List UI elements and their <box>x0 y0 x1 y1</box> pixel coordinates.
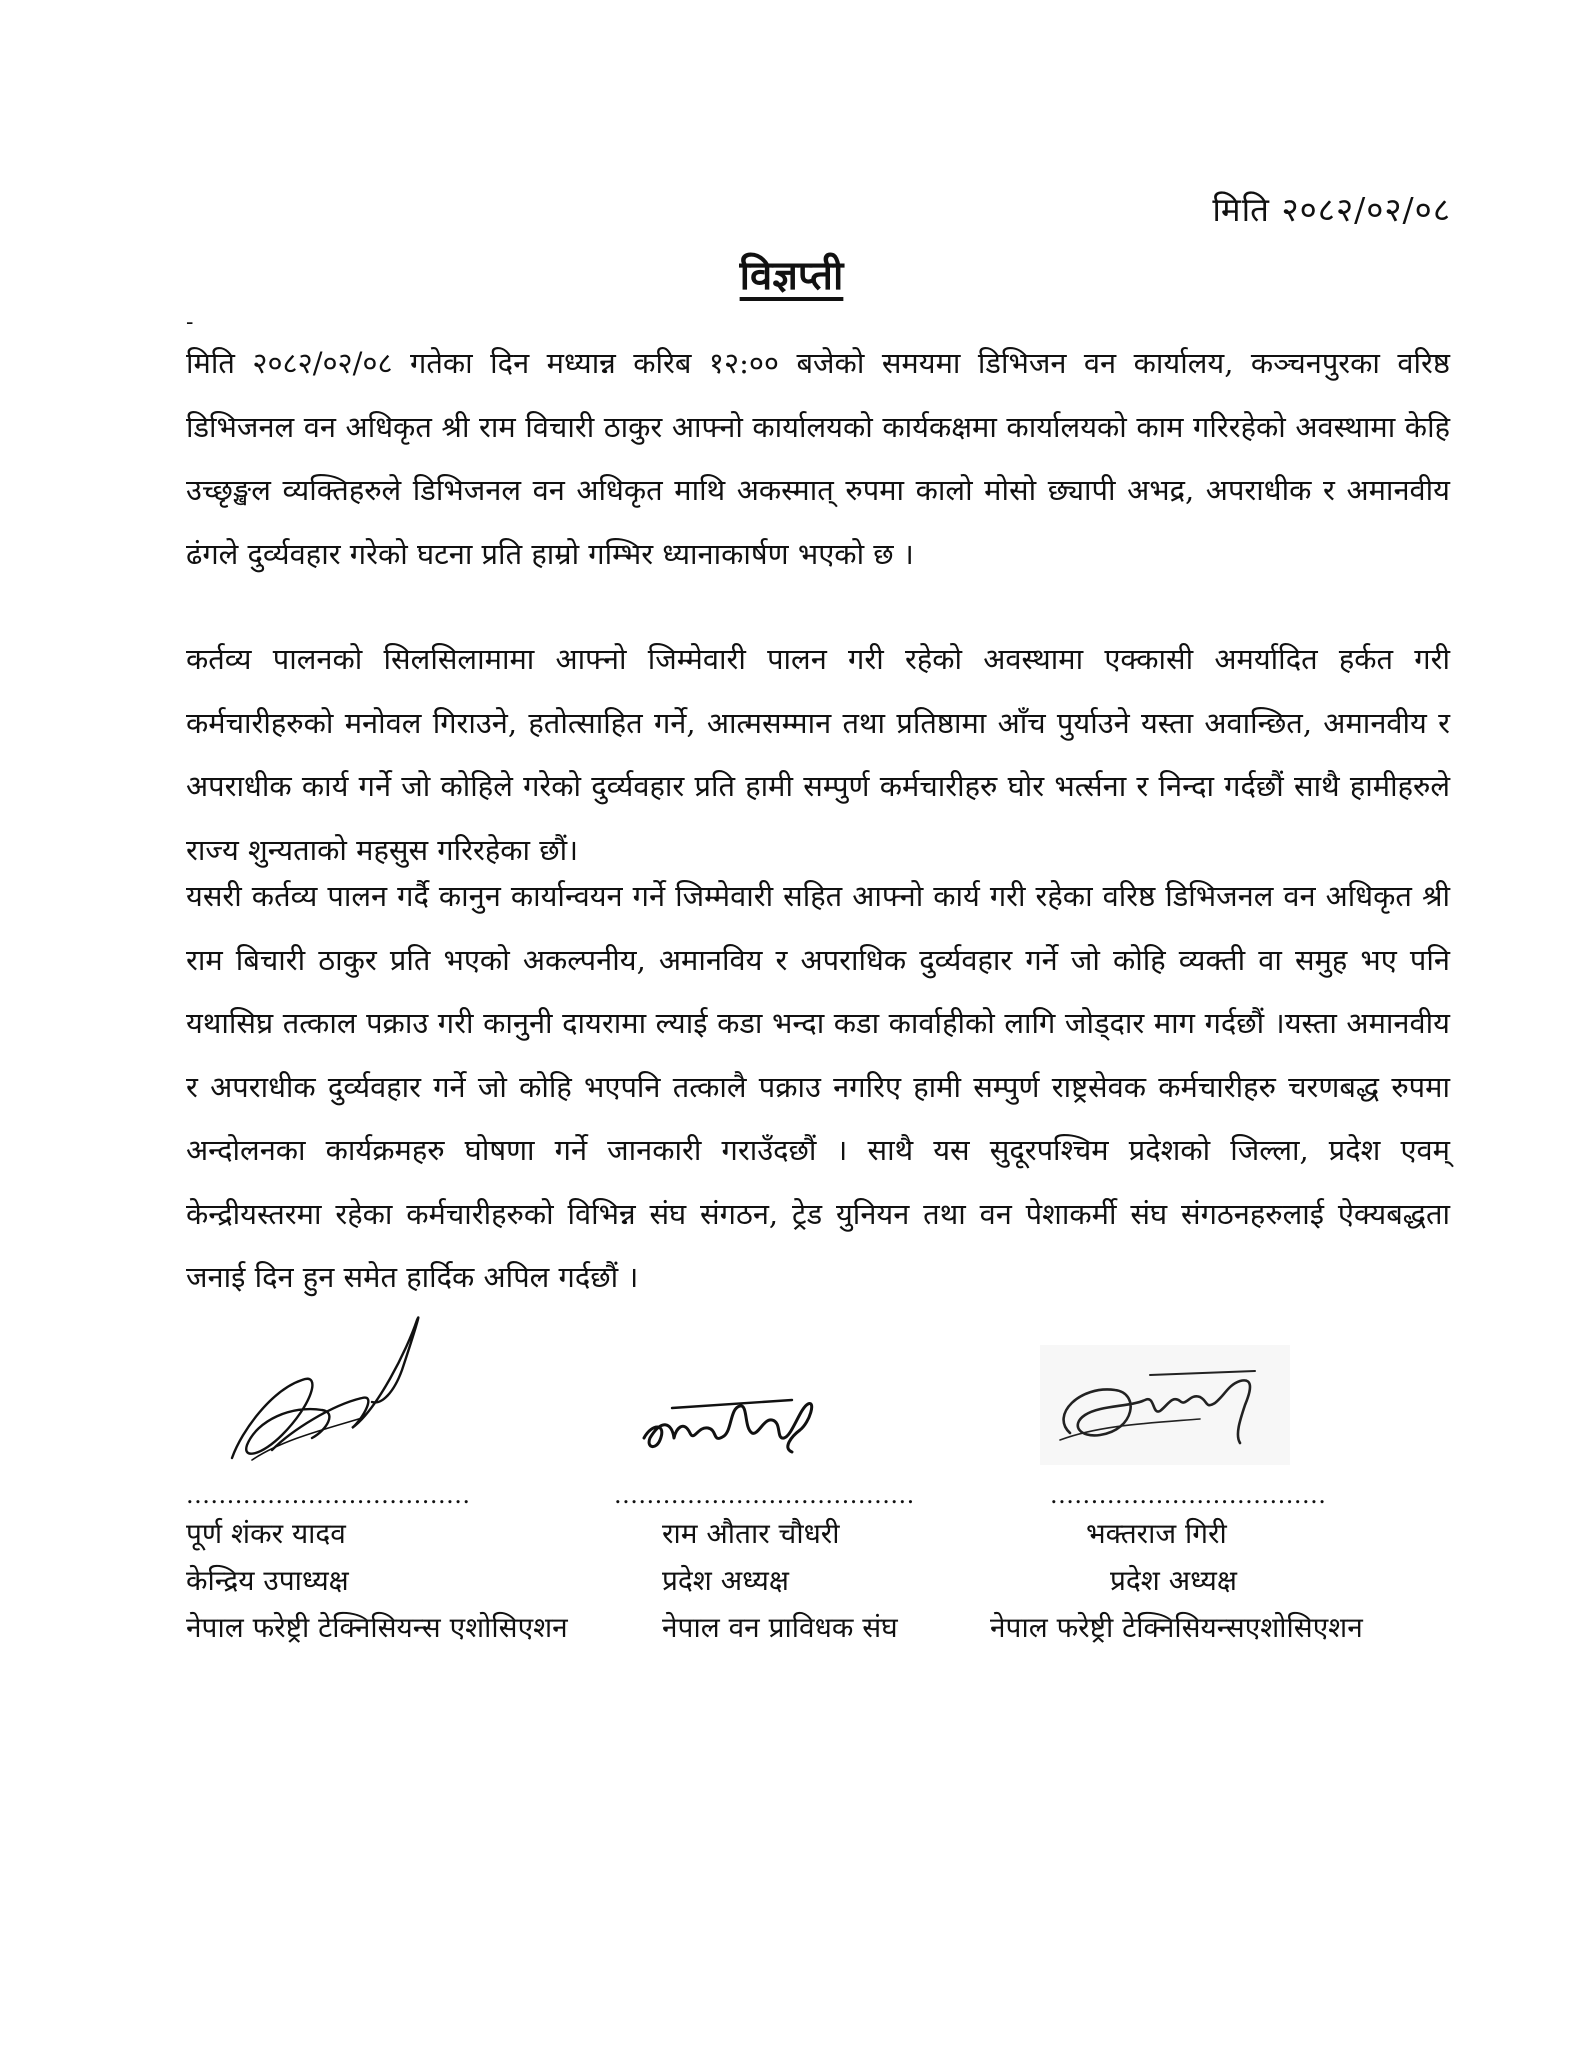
signatory-organization: नेपाल फरेष्ट्री टेक्निसियन्स एशोसिएशन <box>186 1611 568 1644</box>
signature-1 <box>212 1310 432 1470</box>
signatory-organization: नेपाल फरेष्ट्री टेक्निसियन्सएशोसिएशन <box>990 1611 1363 1644</box>
signatory-name: पूर्ण शंकर यादव <box>186 1517 346 1550</box>
stray-dash: - <box>186 310 194 335</box>
signatory-position: प्रदेश अध्यक्ष <box>662 1564 789 1597</box>
notice-title: विज्ञप्ती <box>739 252 844 299</box>
signatory-3 <box>990 1480 1363 1651</box>
signature-line: ..................................... <box>614 1481 915 1509</box>
notice-date: मिति २०८२/०२/०८ <box>1212 190 1451 229</box>
paragraph-1: मिति २०८२/०२/०८ गतेका दिन मध्यान्न करिब १२:०० बजेको समयमा डिभिजन वन कार्यालय, कञ्चनपुरका वरिष्ठ डिभिजनल वन अधिकृत श्री राम विचारी ठाकुर आफ्नो कार्यालयको कार्यकक्षमा कार्यालयको काम गरिरहेको अवस्थामा केहि उच्छृङ्खल व्यक्तिहरुले डिभिजनल वन अधिकृत माथि अकस्मात् रुपमा कालो मोसो छ्यापी अभद्र, अपराधीक र अमानवीय ढंगले दुर्व्यवहार गरेको घटना प्रति हाम्रो गम्भिर ध्यानाकार्षण भएको छ । <box>186 346 1450 571</box>
paragraph-2: कर्तव्य पालनको सिलसिलामामा आफ्नो जिम्मेवारी पालन गरी रहेको अवस्थामा एक्कासी अमर्यादित हर्कत गरी कर्मचारीहरुको मनोवल गिराउने, हतोत्साहित गर्ने, आत्मसम्मान तथा प्रतिष्ठामा आँच पुर्याउने यस्ता अवान्छित, अमानवीय र अपराधीक कार्य गर्ने जो कोहिले गरेको दुर्व्यवहार प्रति हामी सम्पुर्ण कर्मचारीहरु घोर भर्त्सना र निन्दा गर्दछौं साथै हामीहरुले राज्य शुन्यताको महसुस गरिरहेका छौं। <box>186 642 1450 867</box>
signature-line: .................................. <box>1050 1481 1327 1509</box>
signatory-2 <box>614 1480 915 1651</box>
signatory-position: केन्द्रिय उपाध्यक्ष <box>186 1564 349 1597</box>
signature-3 <box>1040 1345 1290 1465</box>
signature-2 <box>632 1378 822 1468</box>
signatory-1 <box>186 1480 568 1651</box>
signature-line: ................................... <box>186 1481 471 1509</box>
signatory-name: भक्तराज गिरी <box>1086 1517 1227 1550</box>
paragraph-3: यसरी कर्तव्य पालन गर्दै कानुन कार्यान्वयन गर्ने जिम्मेवारी सहित आफ्नो कार्य गरी रहेका वरिष्ठ डिभिजनल वन अधिकृत श्री राम बिचारी ठाकुर प्रति भएको अकल्पनीय, अमानविय र अपराधिक दुर्व्यवहार गर्ने जो कोहि व्यक्ती वा समुह भए पनि यथासिघ्र तत्काल पक्राउ गरी कानुनी दायरामा ल्याई कडा भन्दा कडा कार्वाहीको लागि जोड्दार माग गर्दछौं ।यस्ता अमानवीय र अपराधीक दुर्व्यवहार गर्ने जो कोहि भएपनि तत्कालै पक्राउ नगरिए हामी सम्पुर्ण राष्ट्रसेवक कर्मचारीहरु चरणबद्ध रुपमा अन्दोलनका कार्यक्रमहरु घोषणा गर्ने जानकारी गराउँदछौं । साथै यस सुदूरपश्चिम प्रदेशको जिल्ला, प्रदेश एवम् केन्द्रीयस्तरमा रहेका कर्मचारीहरुको विभिन्न संघ संगठन, ट्रेड युनियन तथा वन पेशाकर्मी संघ संगठनहरुलाई ऐक्यबद्धता जनाई दिन हुन समेत हार्दिक अपिल गर्दछौं । <box>186 879 1450 1294</box>
signatory-position: प्रदेश अध्यक्ष <box>1110 1564 1237 1597</box>
signatory-organization: नेपाल वन प्राविधक संघ <box>662 1611 898 1644</box>
signatory-name: राम औतार चौधरी <box>662 1517 840 1550</box>
